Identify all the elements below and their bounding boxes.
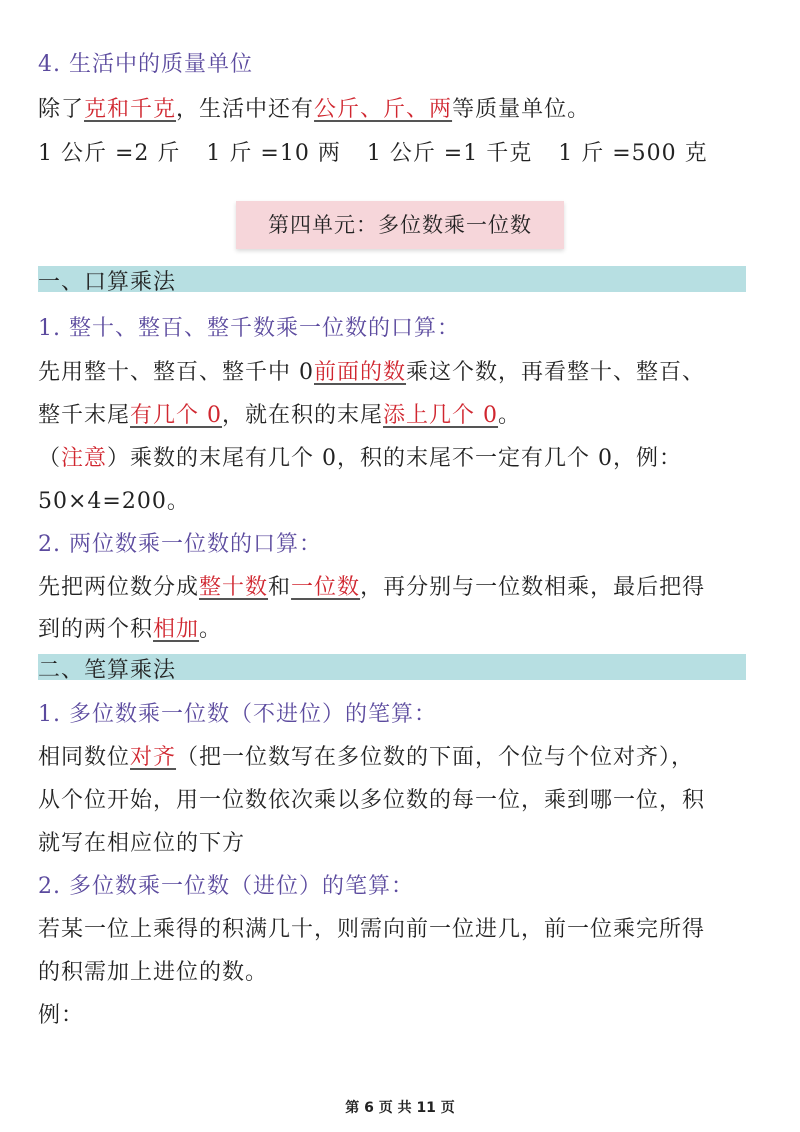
conversion: 1 斤 =10 两 bbox=[206, 141, 341, 166]
conversion: 1 公斤 =2 斤 bbox=[38, 141, 181, 166]
text: （把一位数写在多位数的下面，个位与个位对齐）， bbox=[176, 745, 695, 770]
highlight-text: 添上几个 0 bbox=[383, 403, 499, 428]
paragraph: 从个位开始，用一位数依次乘以多位数的每一位，乘到哪一位，积 bbox=[38, 788, 706, 813]
text: 相同数位 bbox=[38, 745, 131, 770]
conversion: 1 公斤 =1 千克 bbox=[366, 141, 533, 166]
unit-title: 第四单元：多位数乘一位数 bbox=[236, 201, 564, 249]
item-heading: 2. 多位数乘一位数（进位）的笔算： bbox=[38, 874, 414, 899]
paragraph bbox=[38, 398, 521, 429]
conversion: 1 斤 =500 克 bbox=[558, 141, 708, 166]
text: 到的两个积 bbox=[38, 617, 154, 642]
text: 整千末尾 bbox=[38, 403, 131, 428]
text: ，就在积的末尾 bbox=[222, 403, 384, 428]
highlight-text: 一位数 bbox=[291, 575, 361, 600]
text: ）乘数的末尾有几个 0，积的末尾不一定有几个 0，例： bbox=[107, 446, 683, 471]
example: 50×4=200。 bbox=[38, 489, 190, 514]
section-band-label: 二、笔算乘法 bbox=[38, 658, 177, 683]
highlight-text: 克和千克 bbox=[84, 97, 177, 122]
paragraph bbox=[38, 355, 705, 386]
text: （ bbox=[38, 446, 62, 471]
page-number: 第 6 页 共 11 页 bbox=[345, 1100, 455, 1116]
paragraph bbox=[38, 570, 705, 601]
paragraph bbox=[38, 612, 222, 643]
paragraph: 若某一位上乘得的积满几十，则需向前一位进几，前一位乘完所得 bbox=[38, 917, 706, 942]
example-label: 例： bbox=[38, 1003, 85, 1028]
paragraph bbox=[38, 740, 694, 771]
item-heading: 2. 两位数乘一位数的口算： bbox=[38, 532, 322, 557]
paragraph: 的积需加上进位的数。 bbox=[38, 960, 269, 985]
note bbox=[38, 441, 682, 472]
text: 除了 bbox=[38, 97, 85, 122]
text: 。 bbox=[498, 403, 522, 428]
text: 先用整十、整百、整千中 0 bbox=[38, 360, 314, 385]
text: 等质量单位。 bbox=[452, 97, 591, 122]
text: 。 bbox=[199, 617, 223, 642]
note-label: 注意 bbox=[61, 446, 108, 471]
text: 先把两位数分成 bbox=[38, 575, 200, 600]
text: 和 bbox=[268, 575, 292, 600]
section-band-label: 一、口算乘法 bbox=[38, 270, 177, 295]
highlight-text: 整十数 bbox=[199, 575, 269, 600]
text: ，生活中还有 bbox=[176, 97, 315, 122]
highlight-text: 有几个 0 bbox=[130, 403, 223, 428]
highlight-text: 相加 bbox=[153, 617, 200, 642]
paragraph bbox=[38, 92, 590, 123]
section-heading: 4. 生活中的质量单位 bbox=[38, 52, 253, 77]
highlight-text: 对齐 bbox=[130, 745, 177, 770]
unit-conversions bbox=[38, 136, 708, 167]
highlight-text: 前面的数 bbox=[314, 360, 407, 385]
item-heading: 1. 整十、整百、整千数乘一位数的口算： bbox=[38, 316, 460, 341]
text: 乘这个数，再看整十、整百、 bbox=[406, 360, 706, 385]
highlight-text: 公斤、斤、两 bbox=[314, 97, 453, 122]
paragraph: 就写在相应位的下方 bbox=[38, 831, 246, 856]
item-heading: 1. 多位数乘一位数（不进位）的笔算： bbox=[38, 702, 437, 727]
text: ，再分别与一位数相乘，最后把得 bbox=[360, 575, 706, 600]
